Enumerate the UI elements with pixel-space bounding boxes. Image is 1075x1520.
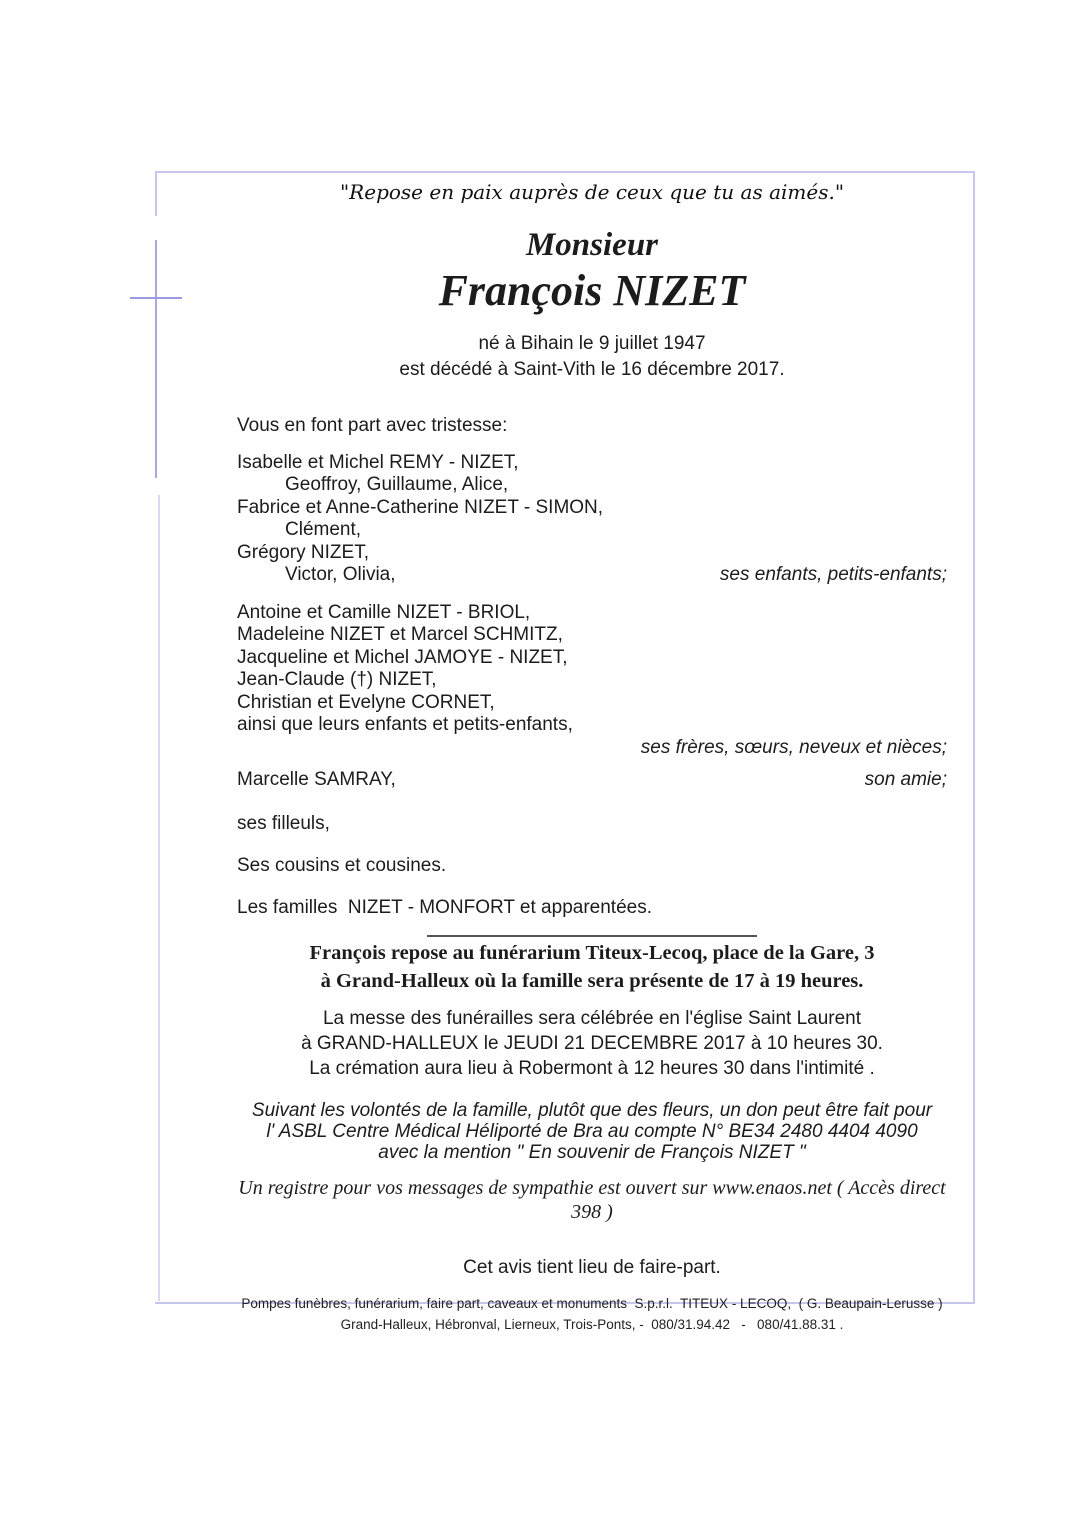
- memorial-quote: "Repose en paix auprès de ceux que tu as aimés.": [339, 180, 845, 204]
- condolence-register-line: Un registre pour vos messages de sympathie est ouvert sur www.enaos.net ( Accès direct 398 ): [238, 1177, 951, 1223]
- sibling-line: Jean-Claude (†) NIZET,: [237, 669, 437, 690]
- footer-line: Grand-Halleux, Hébronval, Lierneux, Trois-Ponts, - 080/31.94.42 - 080/41.88.31 .: [340, 1317, 844, 1332]
- children-list: [237, 452, 947, 587]
- grandchild-line: Victor, Olivia,: [285, 564, 396, 585]
- sibling-line: Madeleine NIZET et Marcel SCHMITZ,: [237, 624, 563, 645]
- sibling-line: Jacqueline et Michel JAMOYE - NIZET,: [237, 646, 568, 668]
- grandchild-line: Clément,: [285, 519, 362, 540]
- repose-line: à Grand-Halleux où la famille sera présente de 17 à 19 heures.: [320, 970, 864, 992]
- mass-info: [237, 1006, 947, 1081]
- sibling-line: Christian et Evelyne CORNET,: [237, 691, 495, 713]
- footer-line: Pompes funèbres, funérarium, faire part, caveaux et monuments S.p.r.l. TITEUX - LECOQ, ( G. Beaupain-Lerusse ): [241, 1296, 943, 1311]
- mass-line: La messe des funérailles sera célébrée en l'église Saint Laurent: [322, 1008, 862, 1029]
- donation-line: l' ASBL Centre Médical Héliporté de Bra au compte N° BE34 2480 4404 4090: [266, 1121, 918, 1142]
- mass-line: La crémation aura lieu à Robermont à 12 heures 30 dans l'intimité .: [309, 1058, 875, 1079]
- siblings-relation-label: ses frères, sœurs, neveux et nièces;: [640, 736, 947, 758]
- mass-line: à GRAND-HALLEUX le JEUDI 21 DECEMBRE 2017 à 10 heures 30.: [301, 1033, 883, 1054]
- cousins-line: Ses cousins et cousines.: [237, 855, 447, 876]
- friend-row: [237, 769, 947, 792]
- siblings-list: [237, 602, 947, 760]
- repose-line: François repose au funérarium Titeux-Lecoq, place de la Gare, 3: [309, 942, 875, 964]
- grandchild-line: Geoffroy, Guillaume, Alice,: [285, 474, 509, 495]
- families-line: Les familles NIZET - MONFORT et apparentées.: [237, 896, 652, 918]
- vital-dates: [237, 331, 947, 383]
- faire-part-notice: Cet avis tient lieu de faire-part.: [463, 1257, 721, 1278]
- repose-info: [237, 939, 947, 995]
- children-relation-label: ses enfants, petits-enfants;: [719, 564, 947, 585]
- birth-line: né à Bihain le 9 juillet 1947: [478, 333, 706, 354]
- godchildren-line: ses filleuls,: [237, 812, 330, 834]
- announcement-page: [157, 173, 973, 1335]
- deceased-name: François NIZET: [438, 266, 746, 315]
- sibling-line: ainsi que leurs enfants et petits-enfants,: [237, 714, 573, 735]
- funeral-home-footer: [237, 1293, 947, 1335]
- section-divider: [427, 935, 757, 937]
- death-line: est décédé à Saint-Vith le 16 décembre 2017.: [399, 359, 785, 380]
- friend-relation-label: son amie;: [864, 769, 947, 790]
- announcement-intro: Vous en font part avec tristesse:: [237, 415, 508, 436]
- donation-line: Suivant les volontés de la famille, plutôt que des fleurs, un don peut être fait pour: [251, 1100, 933, 1121]
- salutation: Monsieur: [525, 227, 659, 263]
- child-line: Grégory NIZET,: [237, 541, 369, 563]
- friend-name: Marcelle SAMRAY,: [237, 769, 396, 790]
- donation-info: [237, 1100, 947, 1163]
- child-line: Isabelle et Michel REMY - NIZET,: [237, 451, 519, 473]
- donation-line: avec la mention " En souvenir de François NIZET ": [378, 1142, 806, 1163]
- child-line: Fabrice et Anne-Catherine NIZET - SIMON,: [237, 496, 604, 518]
- sibling-line: Antoine et Camille NIZET - BRIOL,: [237, 601, 531, 623]
- children-last-row: [237, 564, 947, 587]
